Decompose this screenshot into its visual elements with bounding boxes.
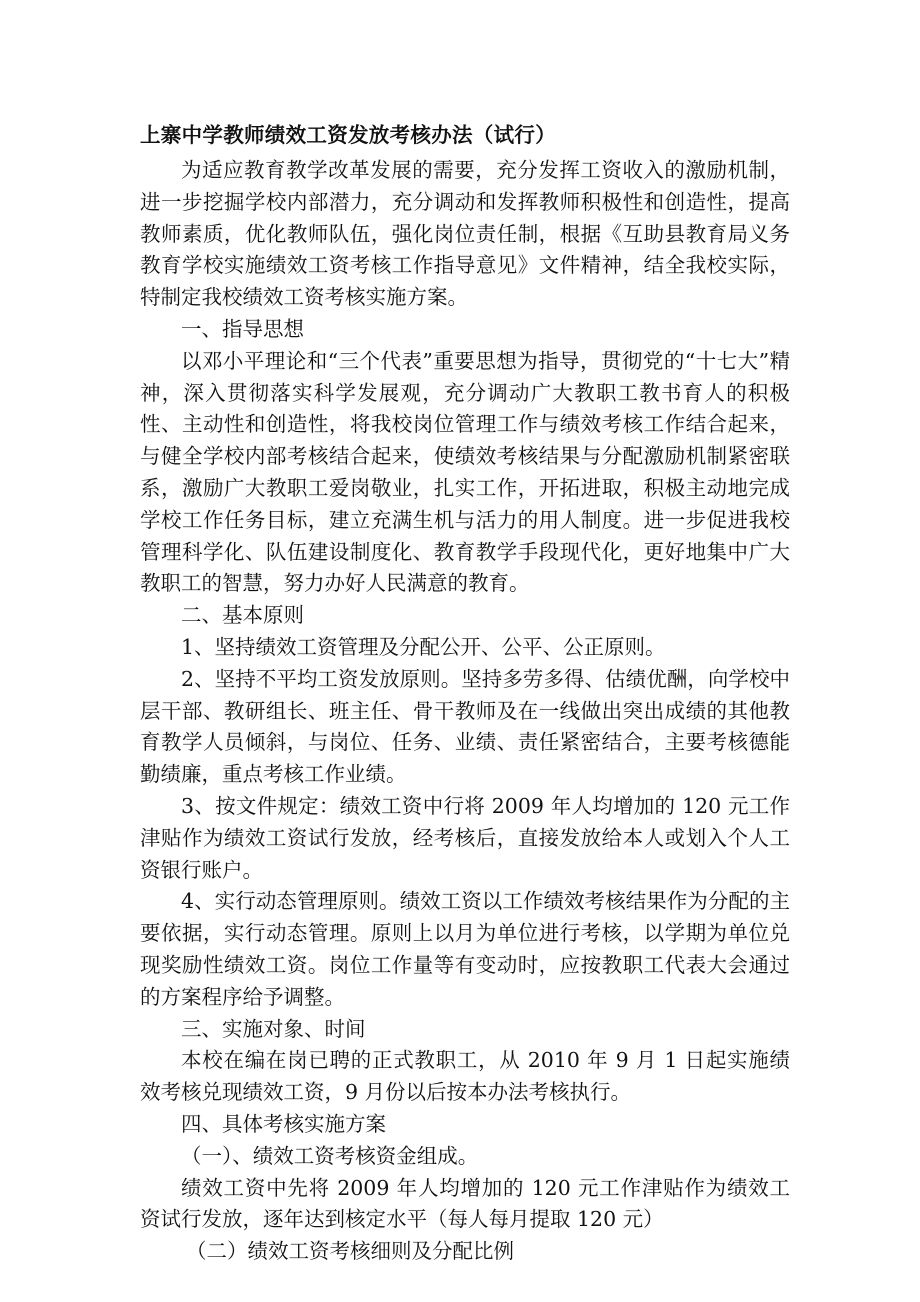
targets-timing-paragraph: 本校在编在岗已聘的正式教职工，从 2010 年 9 月 1 日起实施绩效考核兑现绩效工资，9 月份以后按本办法考核执行。	[140, 1048, 790, 1105]
principle-item-3: 3、按文件规定：绩效工资中行将 2009 年人均增加的 120 元工作津贴作为绩效工资试行发放，经考核后，直接发放给本人或划入个人工资银行账户。	[140, 793, 790, 882]
section-heading-targets-timing: 三、实施对象、时间	[181, 1016, 366, 1041]
principle-item-2: 2、坚持不平均工资发放原则。坚持多劳多得、估绩优酬，向学校中层干部、教研组长、班主任、骨干教师及在一线做出突出成绩的其他教育教学人员倾斜，与岗位、任务、业绩、责任紧密结合，主要考核德能勤绩廉，重点考核工作业绩。	[140, 666, 790, 787]
sub-heading-fund-composition: （一）、绩效工资考核资金组成。	[181, 1143, 479, 1168]
section-heading-implementation-plan: 四、具体考核实施方案	[181, 1111, 386, 1136]
intro-paragraph: 为适应教育教学改革发展的需要，充分发挥工资收入的激励机制，进一步挖掘学校内部潜力，充分调动和发挥教师积极性和创造性，提高教师素质，优化教师队伍，强化岗位责任制，根据《互助县教育局义务教育学校实施绩效工资考核工作指导意见》文件精神，结全我校实际，特制定我校绩效工资考核实施方案。	[140, 158, 790, 310]
guiding-ideology-paragraph: 以邓小平理论和“三个代表”重要思想为指导，贯彻党的“十七大”精神，深入贯彻落实科学发展观，充分调动广大教职工教书育人的积极性、主动性和创造性，将我校岗位管理工作与绩效考核工作结合起来，与健全学校内部考核结合起来，使绩效考核结果与分配激励机制紧密联系，激励广大教职工爱岗敬业，扎实工作，开拓进取，积极主动地完成学校工作任务目标，建立充满生机与活力的用人制度。进一步促进我校管理科学化、队伍建设制度化、教育教学手段现代化，更好地集中广大教职工的智慧，努力办好人民满意的教育。	[140, 348, 790, 596]
sub-heading-assessment-rules: （二）绩效工资考核细则及分配比例	[186, 1239, 514, 1264]
section-heading-guiding-ideology: 一、指导思想	[181, 316, 304, 341]
fund-composition-paragraph: 绩效工资中先将 2009 年人均增加的 120 元工作津贴作为绩效工资试行发放，逐年达到核定水平（每人每月提取 120 元）	[140, 1175, 790, 1232]
principle-item-4: 4、实行动态管理原则。绩效工资以工作绩效考核结果作为分配的主要依据，实行动态管理。原则上以月为单位进行考核，以学期为单位兑现奖励性绩效工资。岗位工作量等有变动时，应按教职工代表大会通过的方案程序给予调整。	[140, 889, 790, 1009]
document-body	[140, 118, 790, 1268]
document-title: 上寨中学教师绩效工资发放考核办法（试行）	[140, 123, 556, 147]
section-heading-basic-principles: 二、基本原则	[181, 603, 304, 628]
principle-item-1: 1、坚持绩效工资管理及分配公开、公平、公正原则。	[181, 634, 666, 659]
